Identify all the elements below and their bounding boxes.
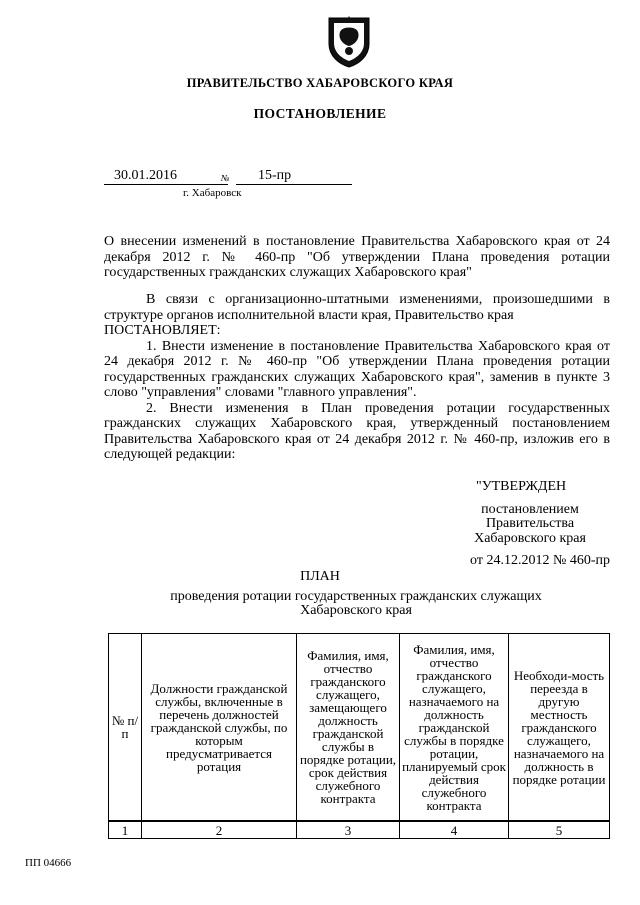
- table-cell: 4: [400, 821, 509, 839]
- resolves-word: ПОСТАНОВЛЯЕТ:: [104, 323, 221, 338]
- table-header-cell: № п/п: [109, 634, 142, 822]
- document-body: [104, 292, 610, 463]
- rotation-plan-table: [108, 633, 610, 839]
- table-header-cell: Должности гражданской службы, включенные в перечень должностей гражданской службы, по которым предусматривается ротация: [142, 634, 297, 822]
- government-title: ПРАВИТЕЛЬСТВО ХАБАРОВСКОГО КРАЯ: [186, 76, 454, 90]
- table-cell: 3: [297, 821, 400, 839]
- approval-stamp: [420, 480, 610, 569]
- document-subject: [104, 234, 610, 281]
- document-date: 30.01.2016: [104, 168, 228, 185]
- table-header-row: [109, 634, 610, 822]
- subject-text: О внесении изменений в постановление Правительства Хабаровского края от 24 декабря 2012 г. № 460-пр "Об утверждении Плана проведения ротации государственных гражданских служащих Хабаровского края": [104, 234, 610, 280]
- intro-paragraph: В связи с организационно-штатными изменениями, произошедшими в структуре органов исполнительной власти края, Правительство края: [104, 292, 610, 323]
- plan-subtitle: проведения ротации государственных гражданских служащих Хабаровского края: [170, 589, 542, 618]
- item-1-paragraph: 1. Внести изменение в постановление Правительства Хабаровского края от 24 декабря 2012 г. № 460-пр "Об утверждении Плана проведения ротации государственных гражданских служащих Хабаровского края", заменив в пункте 3 слово "управления" словами "главного управления".: [104, 338, 610, 400]
- approval-line-2: Правительства: [485, 516, 575, 531]
- table-header-cell: Фамилия, имя, отчество гражданского служащего, замещающего должность гражданской службы в порядке ротации, срок действия служебного контракта: [297, 634, 400, 822]
- table-header-cell: Необходи-мость переезда в другую местность гражданского служащего, назначаемого на должность в порядке ротации: [509, 634, 610, 822]
- approval-line-3: Хабаровского края: [474, 530, 586, 546]
- number-sign: №: [221, 173, 230, 183]
- document-code: ПП 04666: [25, 857, 72, 869]
- approval-date: от 24.12.2012 № 460-пр: [470, 553, 610, 568]
- item-2-paragraph: 2. Внести изменения в План проведения ротации государственных гражданских служащих Хабаровского края, утвержденный постановлением Правительства Хабаровского края от 24 декабря 2012 г. № 460-пр, изложив его в следующей редакции:: [104, 400, 610, 462]
- table-cell: 5: [509, 821, 610, 839]
- approval-title: "УТВЕРЖДЕН: [476, 479, 567, 494]
- approval-line-1: постановлением: [481, 501, 579, 517]
- table-cell: 1: [109, 821, 142, 839]
- table-header-cell: Фамилия, имя, отчество гражданского служащего, назначаемого на должность гражданской службы в порядке ротации, планируемый срок действия служебного контракта: [400, 634, 509, 822]
- document-type: ПОСТАНОВЛЕНИЕ: [253, 106, 387, 121]
- plan-title: ПЛАН: [300, 569, 340, 584]
- table-row: [109, 821, 610, 839]
- coat-of-arms-icon: [326, 14, 372, 68]
- document-number: 15-пр: [236, 168, 352, 185]
- table-cell: 2: [142, 821, 297, 839]
- document-city: г. Хабаровск: [183, 187, 242, 199]
